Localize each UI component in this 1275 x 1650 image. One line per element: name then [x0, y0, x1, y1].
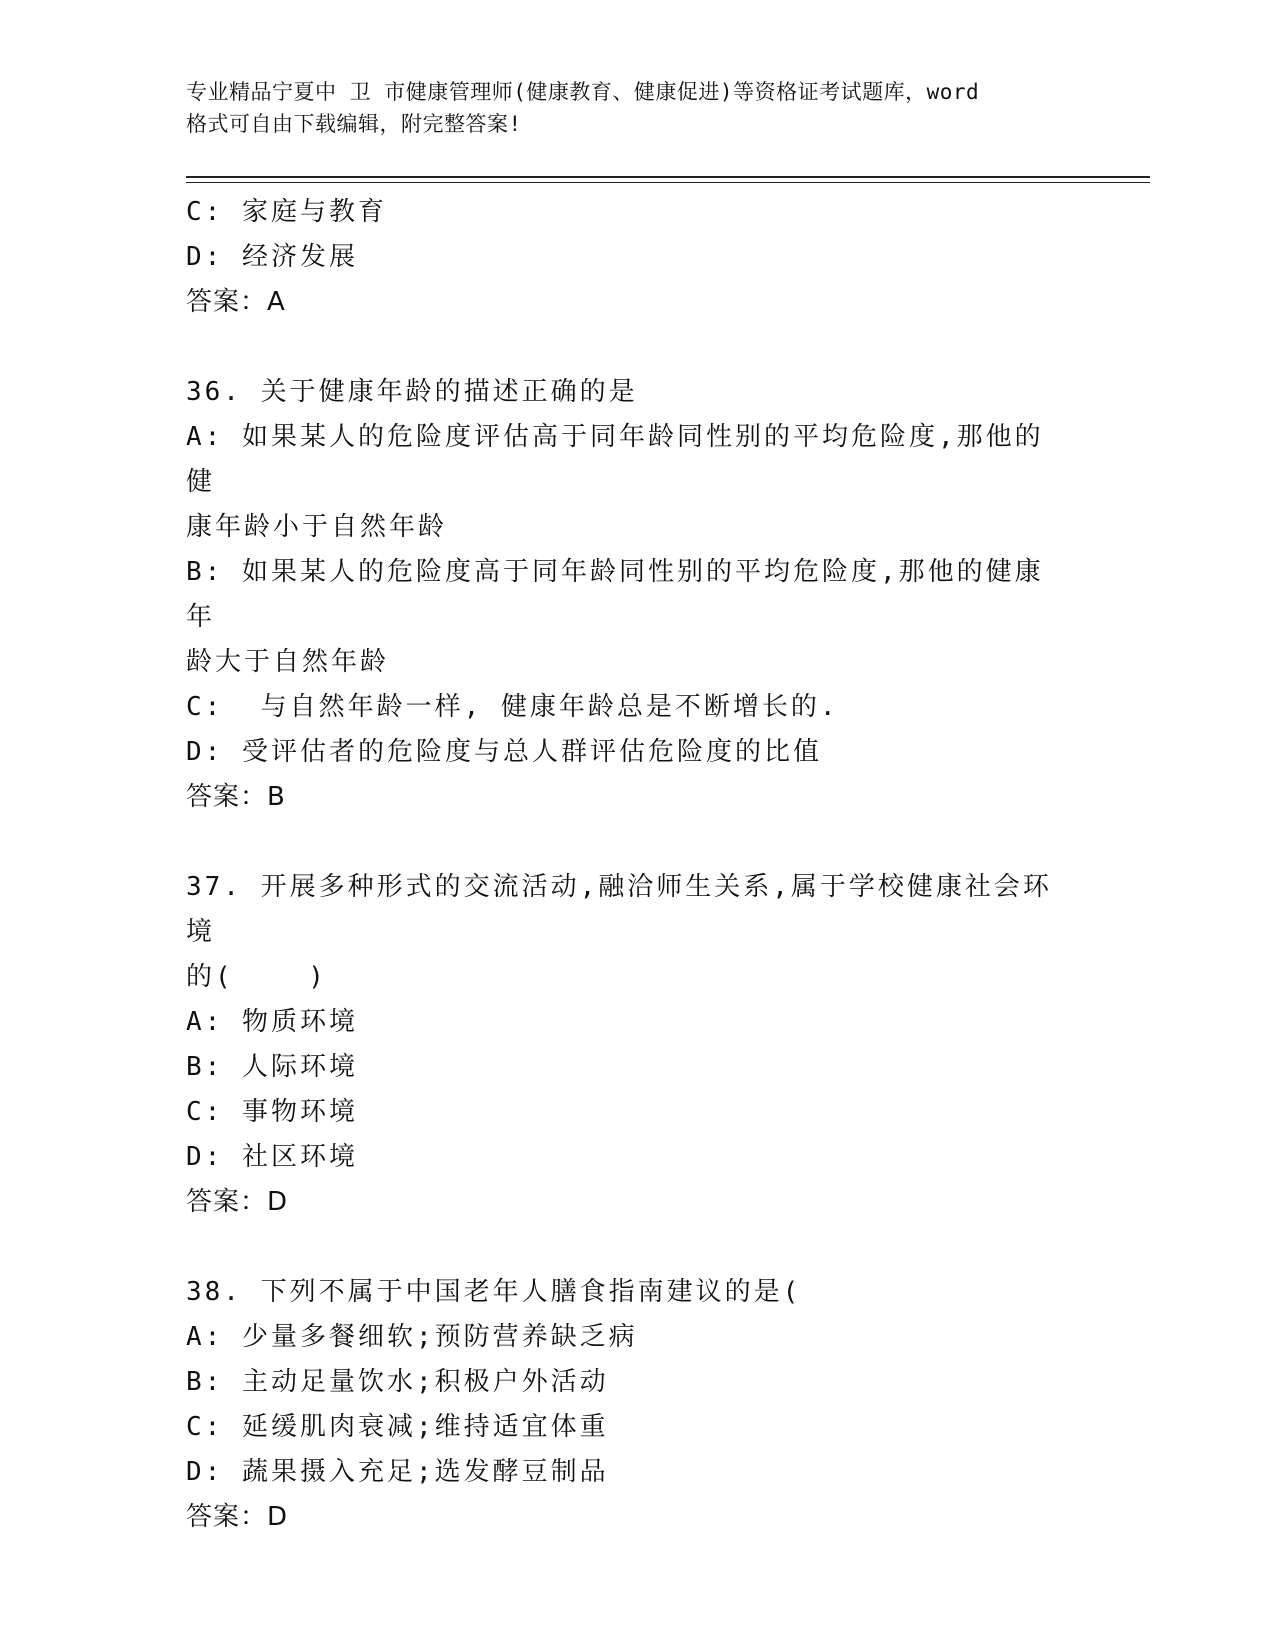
option-c: C: 家庭与教育 — [186, 197, 387, 227]
option-a: A: 如果某人的危险度评估高于同年龄同性别的平均危险度,那他的健 — [186, 422, 1044, 497]
option-a-continued: 康年龄小于自然年龄 — [186, 512, 448, 542]
question-block-37 — [186, 865, 1066, 1225]
header-line-2: 格式可自由下载编辑，附完整答案! — [186, 112, 522, 136]
spacer — [186, 820, 1066, 865]
question-block-36 — [186, 370, 1066, 820]
question-stem: 38. 下列不属于中国老年人膳食指南建议的是( — [186, 1277, 802, 1307]
header-line-1: 专业精品宁夏中 卫 市健康管理师(健康教育、健康促进)等资格证考试题库，word — [186, 80, 980, 104]
page-header — [186, 76, 1086, 140]
option-d: D: 蔬果摄入充足;选发酵豆制品 — [186, 1457, 609, 1487]
header-rule-thick — [186, 176, 1150, 178]
question-list — [186, 190, 1066, 1540]
option-b: B: 人际环境 — [186, 1052, 358, 1082]
answer-line: 答案：D — [186, 1187, 289, 1217]
header-rule-thin — [186, 182, 1150, 183]
question-stem: 37. 开展多种形式的交流活动,融洽师生关系,属于学校健康社会环境 — [186, 872, 1052, 947]
option-b-continued: 龄大于自然年龄 — [186, 647, 390, 677]
question-block-38 — [186, 1270, 1066, 1540]
question-block-35 — [186, 190, 1066, 325]
option-a: A: 物质环境 — [186, 1007, 358, 1037]
option-d: D: 社区环境 — [186, 1142, 358, 1172]
option-b: B: 如果某人的危险度高于同年龄同性别的平均危险度,那他的健康年 — [186, 557, 1044, 632]
answer-line: 答案：D — [186, 1502, 289, 1532]
answer-line: 答案：B — [186, 782, 286, 812]
answer-line: 答案：A — [186, 287, 286, 317]
option-d: D: 受评估者的危险度与总人群评估危险度的比值 — [186, 737, 822, 767]
option-c: C: 与自然年龄一样, 健康年龄总是不断增长的. — [186, 692, 839, 722]
option-c: C: 延缓肌肉衰减;维持适宜体重 — [186, 1412, 609, 1442]
spacer — [186, 325, 1066, 370]
question-stem-continued: 的( ) — [186, 962, 327, 992]
option-a: A: 少量多餐细软;预防营养缺乏病 — [186, 1322, 638, 1352]
option-d: D: 经济发展 — [186, 242, 358, 272]
spacer — [186, 1225, 1066, 1270]
option-c: C: 事物环境 — [186, 1097, 358, 1127]
question-stem: 36. 关于健康年龄的描述正确的是 — [186, 377, 638, 407]
option-b: B: 主动足量饮水;积极户外活动 — [186, 1367, 609, 1397]
